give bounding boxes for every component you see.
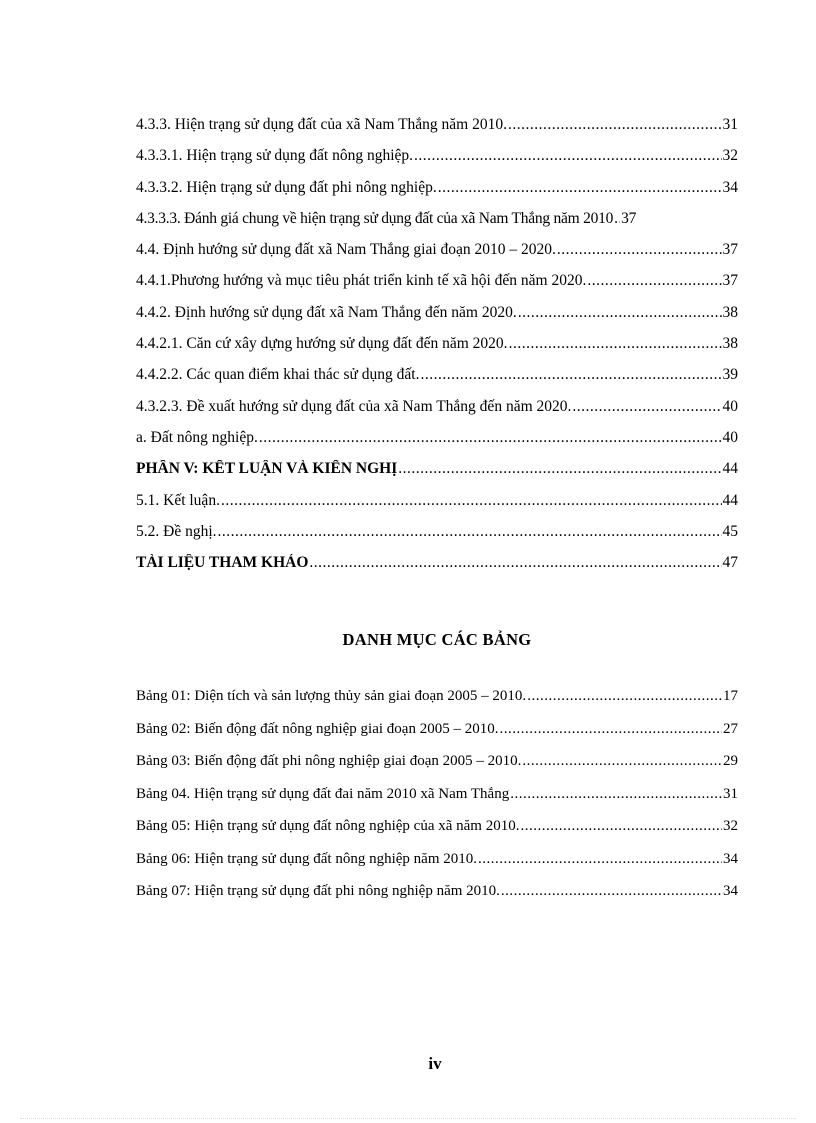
- table-entry[interactable]: [136, 721, 738, 754]
- dot-leader: [572, 398, 721, 416]
- toc-entry-page: 38: [722, 303, 738, 321]
- table-entry-label: Bảng 01: Diện tích và sản lượng thủy sản giai đoạn 2005 – 2010.: [136, 688, 527, 704]
- dot-leader: [218, 523, 722, 541]
- toc-entry[interactable]: [136, 335, 738, 366]
- toc-entry-label: 4.3.2.3. Đề xuất hướng sử dụng đất của xã Nam Thắng đến năm 2020.: [136, 397, 572, 415]
- toc-entry-page: 40: [722, 428, 738, 446]
- dot-leader: [221, 492, 722, 510]
- toc-entry-label: 5.1. Kết luận.: [136, 491, 220, 509]
- dot-leader: [509, 335, 722, 353]
- dot-leader: [518, 304, 722, 322]
- toc-entry-page: 34: [722, 178, 738, 196]
- toc-entry-label: 4.3.3.2. Hiện trạng sử dụng đất phi nông nghiệp.: [136, 178, 437, 196]
- list-of-tables: [136, 688, 738, 916]
- toc-entry-label: a. Đất nông nghiệp.: [136, 428, 258, 446]
- toc-entry-label: 4.3.3.3. Đánh giá chung về hiện trạng sử dụng đất của xã Nam Thắng năm 2010: [136, 209, 614, 227]
- table-entry-label: Bảng 06: Hiện trạng sử dụng đất nông nghiệp năm 2010.: [136, 850, 478, 867]
- tables-list-heading: DANH MỤC CÁC BẢNG: [342, 630, 532, 649]
- dot-leader: [510, 786, 722, 803]
- dot-leader: [398, 460, 721, 478]
- toc-entry-page: 38: [722, 335, 738, 353]
- toc-entry[interactable]: [136, 492, 738, 523]
- toc-entry-label: 4.4. Định hướng sử dụng đất xã Nam Thắng giai đoạn 2010 – 2020.: [136, 241, 556, 259]
- toc-entry[interactable]: [136, 179, 738, 210]
- table-entry[interactable]: [136, 688, 738, 721]
- toc-entry-page: 37: [621, 209, 637, 227]
- dot-leader: [501, 883, 722, 900]
- dot-leader: [587, 272, 721, 290]
- table-entry[interactable]: [136, 753, 738, 786]
- table-entry[interactable]: [136, 883, 738, 916]
- toc-entry-page: 37: [722, 272, 738, 290]
- dot-leader: [527, 688, 722, 705]
- toc-entry[interactable]: [136, 366, 738, 397]
- dot-leader: [499, 721, 722, 738]
- dot-leader: [414, 147, 721, 165]
- dot-leader: [508, 116, 722, 134]
- table-entry[interactable]: [136, 818, 738, 851]
- toc-entry-page: 44: [722, 491, 738, 509]
- dot-leader: [614, 210, 620, 228]
- table-entry-page: 34: [723, 883, 738, 899]
- toc-entry[interactable]: [136, 523, 738, 554]
- toc-entry[interactable]: [136, 272, 738, 303]
- table-entry-label: Bảng 04. Hiện trạng sử dụng đất đai năm 2010 xã Nam Thắng: [136, 785, 510, 802]
- page-number: iv: [428, 1054, 442, 1073]
- table-entry-label: Bảng 07: Hiện trạng sử dụng đất phi nông nghiệp năm 2010.: [136, 883, 500, 899]
- toc-entry-label: 4.4.2. Định hướng sử dụng đất xã Nam Thắng đến năm 2020.: [136, 303, 517, 321]
- dot-leader: [522, 753, 722, 770]
- table-entry-page: 17: [723, 688, 738, 704]
- table-of-contents: [136, 116, 738, 585]
- toc-entry-page: 32: [722, 147, 738, 165]
- toc-entry-label: 4.4.2.1. Căn cứ xây dựng hướng sử dụng đất đến năm 2020.: [136, 335, 508, 353]
- table-entry[interactable]: [136, 851, 738, 884]
- toc-entry[interactable]: [136, 147, 738, 178]
- toc-entry-page: 37: [722, 241, 738, 259]
- toc-references-heading[interactable]: [136, 554, 738, 585]
- toc-entry-page: 45: [722, 522, 738, 540]
- table-entry-page: 32: [723, 818, 738, 834]
- dot-leader: [520, 818, 722, 835]
- toc-entry-page: 31: [722, 116, 738, 133]
- table-entry-label: Bảng 05: Hiện trạng sử dụng đất nông nghiệp của xã năm 2010.: [136, 818, 520, 834]
- toc-entry-label: 4.4.2.2. Các quan điểm khai thác sử dụng đất.: [136, 366, 420, 384]
- toc-entry-label: 4.4.1.Phương hướng và mục tiêu phát triển kinh tế xã hội đến năm 2020.: [136, 272, 587, 290]
- toc-entry-page: 47: [722, 554, 738, 572]
- toc-entry-page: 39: [722, 366, 738, 384]
- dot-leader: [420, 366, 721, 384]
- toc-entry[interactable]: [136, 304, 738, 335]
- table-entry-label: Bảng 02: Biến động đất nông nghiệp giai đoạn 2005 – 2010.: [136, 720, 499, 737]
- toc-part-heading[interactable]: [136, 460, 738, 491]
- toc-entry-page: 44: [722, 460, 738, 478]
- toc-entry-label: TÀI LIỆU THAM KHẢO: [136, 554, 309, 572]
- toc-entry-label: 4.3.3.1. Hiện trạng sử dụng đất nông nghiệp.: [136, 147, 414, 165]
- dot-leader: [309, 554, 721, 572]
- toc-entry[interactable]: [136, 241, 738, 272]
- dot-leader: [478, 851, 722, 868]
- toc-entry[interactable]: [136, 116, 738, 147]
- table-entry-label: Bảng 03: Biến động đất phi nông nghiệp giai đoạn 2005 – 2010.: [136, 753, 522, 769]
- table-entry-page: 29: [723, 753, 738, 769]
- page-bottom-divider: [20, 1118, 796, 1119]
- toc-entry-page: 40: [722, 397, 738, 415]
- toc-entry[interactable]: [136, 398, 738, 429]
- toc-entry[interactable]: [136, 210, 738, 241]
- dot-leader: [438, 179, 722, 197]
- toc-entry-label: 4.3.3. Hiện trạng sử dụng đất của xã Nam Thắng năm 2010.: [136, 116, 507, 133]
- table-entry-page: 34: [723, 850, 738, 867]
- table-entry-page: 31: [723, 785, 738, 802]
- table-entry-page: 27: [723, 720, 738, 737]
- dot-leader: [557, 241, 722, 259]
- dot-leader: [259, 429, 722, 447]
- toc-entry[interactable]: [136, 429, 738, 460]
- toc-entry-label: PHẦN V: KẾT LUẬN VÀ KIẾN NGHỊ: [136, 460, 398, 478]
- toc-entry-label: 5.2. Đề nghị.: [136, 522, 217, 540]
- table-entry[interactable]: [136, 786, 738, 819]
